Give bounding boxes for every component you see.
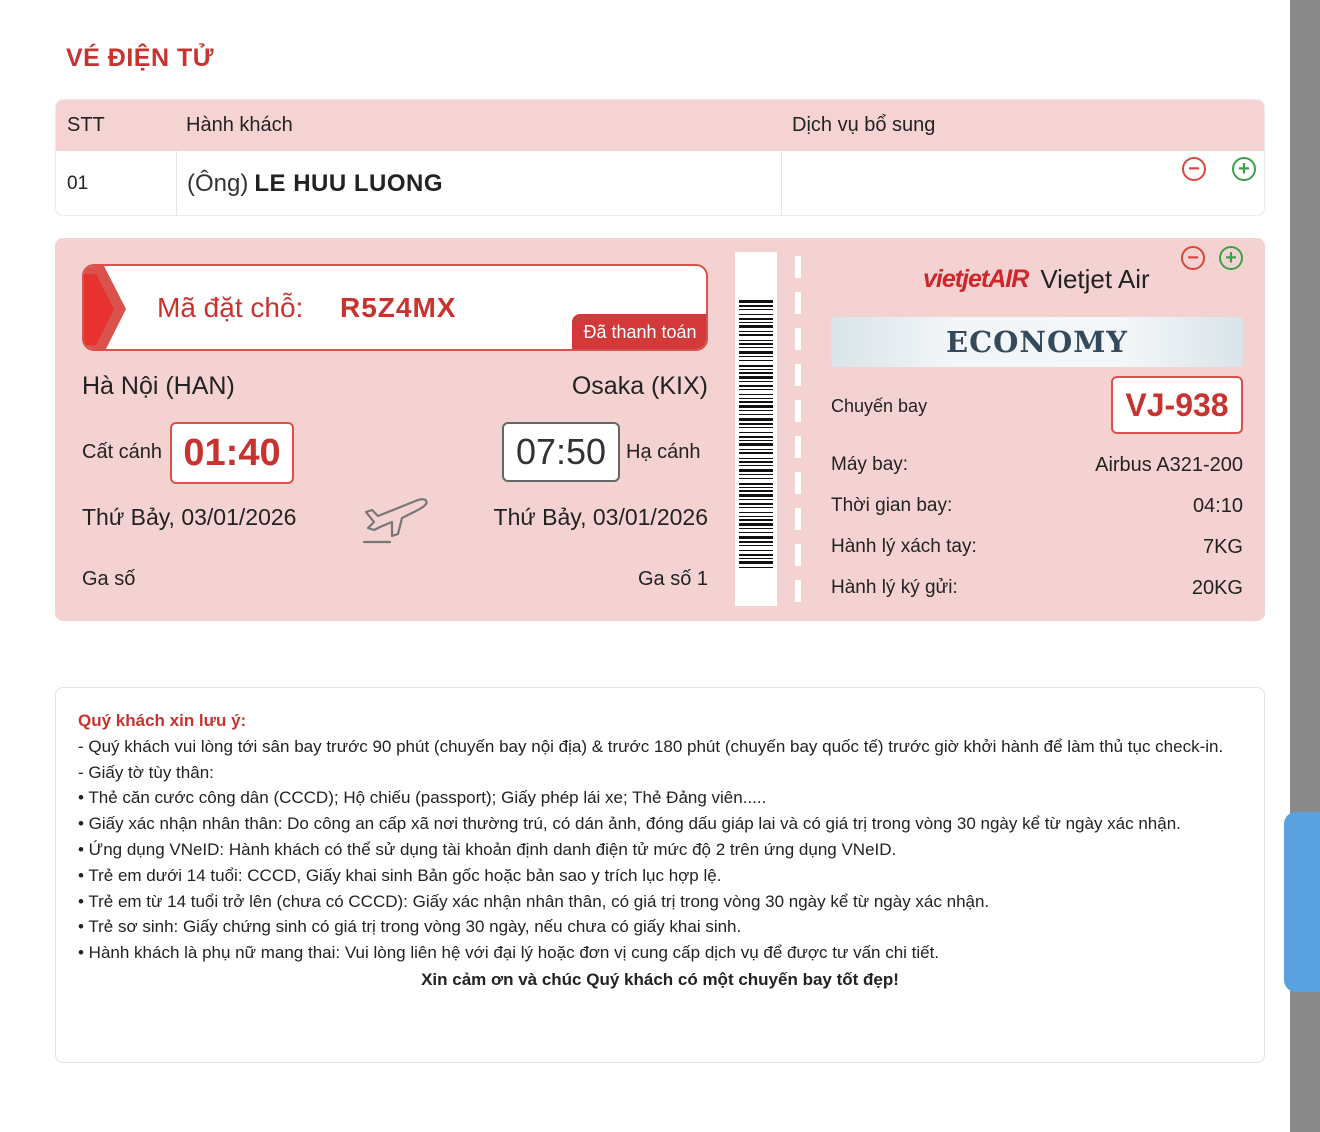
- departure-label: Cất cánh: [82, 441, 163, 463]
- page-title: VÉ ĐIỆN TỬ: [66, 44, 214, 72]
- boarding-ticket: [55, 238, 1265, 621]
- detail-label: Hành lý xách tay:: [831, 536, 977, 557]
- note-line: - Giấy tờ tùy thân:: [78, 762, 214, 782]
- note-line: • Hành khách là phụ nữ mang thai: Vui lòng liên hệ với đại lý hoặc đơn vị cung cấp dịch vụ để được tư vấn chi tiết.: [78, 943, 940, 963]
- detail-label: Thời gian bay:: [831, 495, 953, 516]
- ticket-actions: [1181, 246, 1243, 270]
- minus-circle-icon[interactable]: −: [1181, 246, 1205, 270]
- airline-logo: vietjetAIR: [923, 265, 1029, 293]
- minus-circle-icon[interactable]: −: [1182, 157, 1206, 181]
- thanks-message: Xin cảm ơn và chúc Quý khách có một chuyến bay tốt đẹp!: [421, 969, 899, 989]
- arrival-label: Hạ cánh: [626, 441, 701, 463]
- arrival-time: 07:50: [502, 422, 620, 482]
- destination-airport: Osaka (KIX): [571, 372, 708, 400]
- header-extra-services: Dịch vụ bổ sung: [792, 114, 936, 136]
- barcode: [739, 300, 773, 570]
- table-row: [56, 151, 1264, 216]
- perforation-line: [795, 256, 801, 606]
- note-line: • Trẻ em từ 14 tuổi trở lên (chưa có CCCD): Giấy xác nhận nhân thân, có giá trị trong vòng 30 ngày kể từ ngày xác nhận.: [78, 891, 990, 911]
- note-line: • Trẻ sơ sinh: Giấy chứng sinh có giá trị trong vòng 30 ngày, nếu chưa có giấy khai sinh.: [78, 917, 742, 937]
- detail-label: Máy bay:: [831, 454, 909, 475]
- passenger-stt: 01: [67, 173, 89, 194]
- detail-label: Hành lý ký gửi:: [831, 577, 958, 598]
- detail-value: Airbus A321-200: [1095, 454, 1243, 476]
- note-line: - Quý khách vui lòng tới sân bay trước 90 phút (chuyến bay nội địa) & trước 180 phút (chuyến bay quốc tế) trước giờ khởi hành để làm thủ tục check-in.: [78, 736, 1224, 756]
- booking-code-label: Mã đặt chỗ:: [157, 292, 304, 323]
- detail-row-carry-on: [831, 536, 1243, 559]
- plus-circle-icon[interactable]: +: [1232, 157, 1256, 181]
- passenger-cell: [176, 151, 782, 216]
- arrival-date: Thứ Bảy, 03/01/2026: [493, 504, 708, 530]
- cabin-class-banner: ECONOMY: [831, 317, 1243, 367]
- detail-row-aircraft: [831, 454, 1243, 477]
- booking-code: R5Z4MX: [340, 292, 457, 323]
- detail-row-duration: [831, 495, 1243, 518]
- detail-row-checked: [831, 577, 1243, 600]
- departure-time: 01:40: [170, 422, 294, 484]
- detail-value: 20KG: [1191, 577, 1243, 599]
- plus-circle-icon[interactable]: +: [1219, 246, 1243, 270]
- notes-box: [55, 687, 1265, 1063]
- passenger-title: (Ông): [187, 170, 249, 197]
- note-line: • Thẻ căn cước công dân (CCCD); Hộ chiếu (passport); Giấy phép lái xe; Thẻ Đảng viên.....: [78, 788, 767, 808]
- arrival-gate: Ga số 1: [637, 568, 708, 590]
- arrow-ribbon-icon: [84, 266, 128, 351]
- origin-airport: Hà Nội (HAN): [82, 372, 235, 400]
- departure-date: Thứ Bảy, 03/01/2026: [82, 504, 297, 530]
- note-line: • Ứng dụng VNeID: Hành khách có thể sử dụng tài khoản định danh điện tử mức độ 2 trên ứng dụng VNeID.: [78, 839, 897, 859]
- row-actions: [1182, 157, 1256, 181]
- note-line: • Giấy xác nhận nhân thân: Do công an cấp xã nơi thường trú, có dán ảnh, đóng dấu giáp lai và có giá trị trong vòng 30 ngày kể từ ngày xác nhận.: [78, 814, 1181, 834]
- scrollbar-thumb[interactable]: [1284, 812, 1320, 992]
- detail-value: 7KG: [1202, 536, 1243, 558]
- flight-number: VJ-938: [1111, 376, 1243, 434]
- passenger-table: [55, 99, 1265, 216]
- notes-heading: Quý khách xin lưu ý:: [78, 711, 247, 730]
- payment-status-badge: Đã thanh toán: [572, 314, 708, 351]
- airplane-icon: [360, 490, 432, 546]
- departure-gate: Ga số: [82, 568, 136, 590]
- detail-value: 04:10: [1192, 495, 1243, 517]
- airline-brand: [923, 264, 1150, 295]
- airline-name: Vietjet Air: [1040, 264, 1150, 294]
- passenger-name: LE HUU LUONG: [254, 170, 444, 197]
- header-passenger: Hành khách: [186, 114, 293, 136]
- booking-code-box: [82, 264, 708, 351]
- header-stt: STT: [67, 114, 105, 136]
- barcode-strip: [735, 252, 777, 606]
- table-header: [56, 100, 1264, 151]
- note-line: • Trẻ em dưới 14 tuổi: CCCD, Giấy khai sinh Bản gốc hoặc bản sao y trích lục hợp lệ.: [78, 865, 722, 885]
- flight-label: Chuyến bay: [831, 396, 928, 416]
